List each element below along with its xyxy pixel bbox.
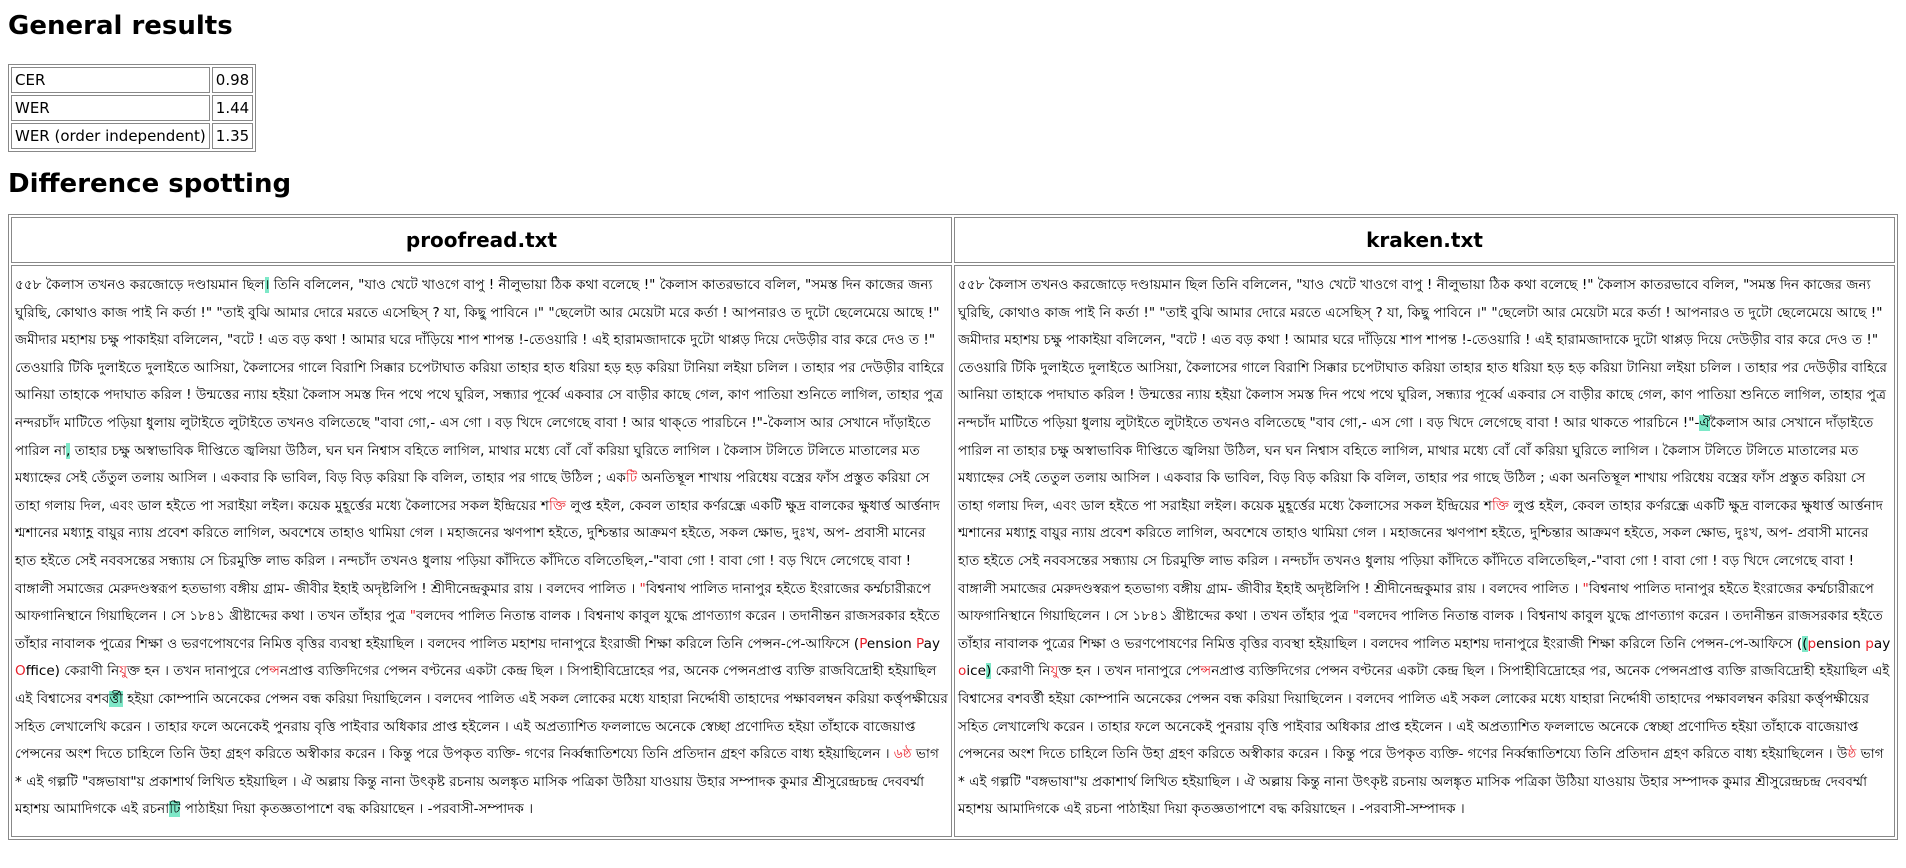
metric-label: CER (11, 67, 210, 93)
text-segment: বিশ্বনাথ পালিত দানাপুর হইতে ইংরাজের কর্ম্মচারীরূপে আফগানিস্থানে গিয়াছিলেন । সে ১৮৪১ খ্রীষ্টাব্দের কথা । তখন তাঁহার পুত্র (958, 580, 1874, 625)
diff-mismatch: O (15, 663, 26, 680)
metric-label: WER (order independent) (11, 123, 210, 149)
diff-table (8, 214, 1898, 840)
diff-mismatch: ন্স (1200, 663, 1212, 680)
proofread-text-cell (11, 265, 952, 837)
diff-highlight: ( (1802, 635, 1808, 652)
diff-highlight: র্ত্তী (109, 690, 123, 707)
diff-mismatch: p (1807, 635, 1817, 652)
diff-content-row (11, 265, 1895, 837)
diff-mismatch: ক্তি (1491, 497, 1510, 514)
text-segment: ৫৫৮ কৈলাস তখনও করজোড়ে দণ্ডায়মান ছিল (15, 277, 265, 293)
diff-highlight: । (264, 277, 270, 293)
text-segment: লুপ্ত হইল, কেবল তাহার কর্ণরন্ধ্রে একটি ক্ষুদ্র বালকের ক্ষুধার্ত্ত আর্ত্তনাদ শ্মশানের মধ্যাহ্ণ বায়ুর ন্যায় প্রবেশ করিতে লাগিল, অবশেষে তাহাও থামিয়া গেল । মহাজনের ঋণপাশ হইতে, দুশ্চিন্তার আক্রমণ হইতে, সকল ক্ষোভ, দুঃখ, অপ- প্রবাসী মানের হাত হইতে সেই নববসন্তের সন্ধ্যায় সে চিরমুক্তি লাভ করিল । নন্দচাঁদ তখনও ধুলায় পড়িয়া কাঁদিতে কাঁদিতে বলিতেছিল,-"বাবা গো ! বাবা গো ! বড় খিদে লেগেছে বাবা ! বাঙ্গালী সমাজের মেরুদণ্ডস্বরূপ হতভাগ্য বঙ্গীয় গ্রাম- জীবীর ইহাই অদৃষ্টলিপি ! শ্রীদীনেন্দ্রকুমার রায় । বলদেব পালিত । (958, 497, 1883, 597)
text-segment: ক্ত হন । তখন দানাপুরে পে (1058, 663, 1201, 680)
text-segment: বলদেব পালিত নিতান্ত বালক । বিশ্বনাথ কাবুল যুদ্ধে প্রাণত্যাগ করেন । তদানীন্তন রাজসরকার হইতে তাঁহার নাবালক পুত্রের শিক্ষা ও ভরণপোষণের নিমিত্ত বৃত্তির ব্যবস্থা হইয়াছিল । বলদেব পালিত মহাশয় দানাপুরে ইংরাজী শিক্ষা করিলে তিনি পেন্সন-পে-আফিসে ( (958, 608, 1883, 652)
difference-spotting-title: Difference spotting (8, 169, 292, 199)
text-segment: কৈলাস আর সেখানে দাঁড়াইতে পারিল না তাহার চক্ষু অস্বাভাবিক দীপ্তিতে জ্বলিয়া উঠিল, ঘন ঘন নিশ্বাস বহিতে লাগিল, মাথার মধ্যে বোঁ বোঁ করিয়া ঘুরিতে লাগিল । কৈলাস টলিতে টলিতে মাতালের মত মধ্যাহ্নের সেই তেতুল তলায় আসিল । একবার কি ভাবিল, বিড় বিড় করিয়া কি বলিল, তাহার পর গাছে উঠিল ; একা অনতিস্থূল শাখায় পরিধেয় বস্ত্রের ফাঁস প্রস্তুত করিয়া সে তাহা গলায় দিল, এবং ডাল হইতে পা সরাইয়া লইল। কয়েক মুহূর্ত্তের মধ্যে কৈলাসের সকল ইন্দ্রিয়ের শ (958, 414, 1874, 514)
diff-mismatch: ক্তি (548, 497, 567, 514)
metric-value: 0.98 (212, 67, 253, 93)
text-segment: নপ্রাপ্ত ব্যক্তিদিগের পেন্সন বণ্টনের একটা কেন্দ্র ছিল । সিপাহীবিদ্রোহের পর, অনেক পেন্সনপ্রাপ্ত ব্যক্তি রাজবিদ্রোহী হইয়াছিল এই বিশ্বাসের বশব (15, 663, 937, 707)
metrics-table (8, 64, 256, 152)
diff-mismatch: o (958, 663, 967, 680)
right-file-header: kraken.txt (954, 217, 1895, 263)
metric-label: WER (11, 95, 210, 121)
metric-value: 1.44 (212, 95, 253, 121)
left-file-header: proofread.txt (11, 217, 952, 263)
text-segment: ension (866, 635, 917, 652)
diff-highlight: টি (169, 801, 181, 818)
diff-mismatch: P (916, 635, 924, 652)
diff-mismatch: " (1582, 580, 1589, 597)
text-segment: ভাগ * এই গল্পটি "বঙ্গভাষা"য় প্রকাশার্থ লিখিত হইয়াছিল । ঐ অল্লায় কিন্তু নানা উৎকৃষ্ট রচনায় অলঙ্কৃত মাসিক পত্রিকা উঠিয়া যাওয়ায় উহার সম্পাদক কুমার শ্রীসুরেন্দ্রচন্দ্র দেববর্ম্মা মহাশয় আমাদিগকে এই রচনা পাঠাইয়া দিয়া কৃতজ্ঞতাপাশে বদ্ধ করিয়াছেন । -পরবাসী-সম্পাদক । (958, 746, 1884, 818)
text-segment: ক্ত হন । তখন দানাপুরে পে (127, 663, 270, 680)
diff-mismatch: p (1865, 635, 1874, 652)
text-segment: কেরাণী নি (991, 663, 1051, 680)
text-segment: তিনি বলিলেন, "যাও খেটে খাওগে বাপু ! নীলুভায়া ঠিক কথা বলেছে !" কৈলাস কাতরভাবে বলিল, "সমস্ত দিন কাজের জন্য ঘুরিছি, কোথাও কাজ পাই নি কর্তা !" "তাই বুঝি আমার দোরে মরতে এসেছিস্ ? যা, কিছু পাবিনে ।" "ছেলেটা আর মেয়েটা মরে কর্তা ! আপনারও ত দুটো ছেলেমেয়ে আছে !" জমীদার মহাশয় চক্ষু পাকাইয়া বলিলেন, "বটে ! এত বড় কথা ! আমার ঘরে দাঁড়িয়ে শাপ শাপন্ত !-তেওয়ারি ! এই হারামজাদাকে দুটো থাপ্পড় দিয়ে দেউড়ীর বার করে দেও ত !" তেওয়ারি টিকি দুলাইতে দুলাইতে আসিয়া, কৈলাসের গালে বিরাশি সিক্কার চপেটাঘাত করিয়া তাহার হাত ধরিয়া হড় হড় করিয়া টানিয়া লইয়া চলিল । তাহার পর দেউড়ীর বাহিরে আনিয়া তাহাকে পদাঘাত করিল ! উন্মত্তের ন্যায় হইয়া কৈলাস সমস্ত দিন পথে পথে ঘুরিল, সন্ধ্যার পূর্ব্বে একবার সে বাড়ীর কাছে গেল, কাণ পাতিয়া শুনিতে লাগিল, তাহার পুত্র নন্দরচাঁদ মাটিতে পড়িয়া ধুলায় লুটাইতে লুটাইতে তখনও বলিতেছে "বাবা গো,- এস গো । বড় খিদে লেগেছে বাবা ! আর থাক্‌তে পারচিনে !"-কৈলাস আর সেখানে দাঁড়াইতে পারিল না (15, 277, 945, 459)
diff-highlight: , (66, 442, 71, 459)
text-segment: ay (923, 635, 940, 652)
general-results-title: General results (8, 11, 233, 41)
diff-mismatch: " (409, 608, 417, 625)
diff-mismatch: ন্স (269, 663, 280, 680)
text-segment: বলদেব পালিত নিতান্ত বালক । বিশ্বনাথ কাবুল যুদ্ধে প্রাণত্যাগ করেন । তদানীন্তন রাজসরকার হইতে তাঁহার নাবালক পুত্রের শিক্ষা ও ভরণপোষণের নিমিত্ত বৃত্তির ব্যবস্থা হইয়াছিল । বলদেব পালিত মহাশয় দানাপুরে ইংরাজী শিক্ষা করিলে তিনি পেন্সন-পে-আফিসে ( (15, 608, 940, 652)
diff-header-row (11, 217, 1895, 263)
text-segment: লুপ্ত হইল, কেবল তাহার কর্ণরন্ধ্রে একটি ক্ষুদ্র বালকের ক্ষুধার্ত্ত আর্ত্তনাদ শ্মশানের মধ্যাহ্ণ বায়ুর ন্যায় প্রবেশ করিতে লাগিল, অবশেষে তাহাও থামিয়া গেল । মহাজনের ঋণপাশ হইতে, দুশ্চিন্তার আক্রমণ হইতে, সকল ক্ষোভ, দুঃখ, অপ- প্রবাসী মানের হাত হইতে সেই নববসন্তের সন্ধ্যায় সে চিরমুক্তি লাভ করিল । নন্দচাঁদ তখনও ধুলায় পড়িয়া কাঁদিতে কাঁদিতে বলিতেছিল,-"বাবা গো ! বাবা গো ! বড় খিদে লেগেছে বাবা ! বাঙ্গালী সমাজের মেরুদণ্ডস্বরূপ হতভাগ্য বঙ্গীয় গ্রাম- জীবীর ইহাই অদৃষ্টলিপি ! শ্রীদীনেন্দ্রকুমার রায় । বলদেব পালিত । (15, 497, 940, 597)
text-segment: নপ্রাপ্ত ব্যক্তিদিগের পেন্সন বণ্টনের একটা কেন্দ্র ছিল । সিপাহীবিদ্রোহের পর, অনেক পেন্সনপ্রাপ্ত ব্যক্তি রাজবিদ্রোহী হইয়াছিল এই বিশ্বাসের বশবর্ত্তী হইয়া কোম্পানি অনেকের পেন্সন বন্ধ করিয়া দিয়াছিলেন । বলদেব পালিত এই সকল লোকের মধ্যে যাহারা নির্দ্দোষী তাহাদের পক্ষাবলম্বন করিয়া কর্ত্তৃপক্ষীয়ের সহিত লেখালেখি করেন । তাহার ফলে অনেকেই পুনরায় বৃত্তি পাইবার অধিকার প্রাপ্ত হইলেন । এই অপ্রত্যাশিত ফললাভে অনেকে স্বেচ্ছা প্রণোদিত হইয়া তাঁহাকে বাজেয়াপ্ত পেন্সনের অংশ দিতে চাহিলে তিনি উহা গ্রহণ করিতে অস্বীকার করেন । কিন্তু পরে উপকৃত ব্যক্তি- গণের নির্ব্বন্ধাতিশয্যে তিনি প্রতিদান গ্রহণ করিতে বাধ্য হইয়াছিলেন । উ (958, 663, 1890, 763)
diff-mismatch: ৬ষ্ঠ (893, 746, 912, 763)
metric-row-wer (11, 95, 253, 121)
diff-mismatch: ষ্ঠ (1847, 746, 1857, 763)
diff-highlight: ) (985, 663, 992, 680)
text-segment: ice (966, 663, 986, 680)
diff-mismatch: P (859, 635, 867, 652)
text-segment: ension (1816, 635, 1866, 652)
text-segment: হইয়া কোম্পানি অনেকের পেন্সন বন্ধ করিয়া দিয়াছিলেন । বলদেব পালিত এই সকল লোকের মধ্যে যাহারা নির্দ্দোষী তাহাদের পক্ষাবলম্বন করিয়া কর্ত্তৃপক্ষীয়ের সহিত লেখালেখি করেন । তাহার ফলে অনেকেই পুনরায় বৃত্তি পাইবার অধিকার প্রাপ্ত হইলেন । এই অপ্রত্যাশিত ফললাভে অনেকে স্বেচ্ছা প্রণোদিত হইয়া তাঁহাকে বাজেয়াপ্ত পেন্সনের অংশ দিতে চাহিলে তিনি উহা গ্রহণ করিতে অস্বীকার করেন । কিন্তু পরে উপকৃত ব্যক্তি- গণের নির্ব্বন্ধাতিশয্যে তিনি প্রতিদান গ্রহণ করিতে বাধ্য হইয়াছিলেন । (15, 690, 948, 763)
diff-mismatch: " (1352, 608, 1360, 625)
metric-row-wer-order-independent (11, 123, 253, 149)
text-segment: অনতিস্থূল শাখায় পরিধেয় বস্ত্রের ফাঁস প্রস্তুত করিয়া সে তাহা গলায় দিল, এবং ডাল হইতে পা সরাইয়া লইল। কয়েক মুহূর্ত্তের মধ্যে কৈলাসের সকল ইন্দ্রিয়ের শ (15, 470, 930, 514)
text-segment: তাহার চক্ষু অস্বাভাবিক দীপ্তিতে জ্বলিয়া উঠিল, ঘন ঘন নিশ্বাস বহিতে লাগিল, মাথার মধ্যে বোঁ বোঁ করিয়া ঘুরিতে লাগিল । কৈলাস টলিতে টলিতে মাতালের মত মধ্যাহ্নের সেই তেঁতুল তলায় আসিল । একবার কি ভাবিল, বিড় বিড় করিয়া কি বলিল, তাহার পর গাছে উঠিল ; এক (15, 442, 920, 487)
kraken-text-cell (954, 265, 1895, 837)
text-segment: ffice) কেরাণী নি (25, 663, 120, 680)
diff-highlight: ঐ (1699, 414, 1711, 431)
text-segment: পাঠাইয়া দিয়া কৃতজ্ঞতাপাশে বদ্ধ করিয়াছেন । -পরবাসী-সম্পাদক । (180, 801, 534, 818)
diff-mismatch: টি (625, 470, 638, 487)
text-segment: বিশ্বনাথ পালিত দানাপুর হইতে ইংরাজের কর্ম্মচারীরূপে আফগানিস্থানে গিয়াছিলেন । সে ১৮৪১ খ্রীষ্টাব্দের কথা । তখন তাঁহার পুত্র (15, 580, 931, 625)
text-segment: ভাগ * এই গল্পটি "বঙ্গভাষা"য় প্রকাশার্থ লিখিত হইয়াছিল । ঐ অল্লায় কিন্তু নানা উৎকৃষ্ট রচনায় অলঙ্কৃত মাসিক পত্রিকা উঠিয়া যাওয়ায় উহার সম্পাদক কুমার শ্রীসুরেন্দ্রচন্দ্র দেববর্ম্মা মহাশয় আমাদিগকে এই রচনা (15, 746, 939, 818)
metric-value: 1.35 (212, 123, 253, 149)
text-segment: ৫৫৮ কৈলাস তখনও করজোড়ে দণ্ডায়মান ছিল তিনি বলিলেন, "যাও খেটে খাওগে বাপু ! নীলুভায়া ঠিক কথা বলেছে !" কৈলাস কাতরভাবে বলিল, "সমস্ত দিন কাজের জন্য ঘুরিছি, কোথাও কাজ পাই নি কর্তা !" "তাই বুঝি আমার দোরে মরতে এসেছিস্ ? যা, কিছু পাবিনে ।" "ছেলেটা আর মেয়েটা মরে কর্তা ! আপনারও ত দুটো ছেলেমেয়ে আছে !" জমীদার মহাশয় চক্ষু পাকাইয়া বলিলেন, "বটে ! এত বড় কথা ! আমার ঘরে দাঁড়িয়ে শাপ শাপন্ত !-তেওয়ারি ! এই হারামজাদাকে দুটো থাপ্পড় দিয়ে দেউড়ীর বার করে দেও ত !" তেওয়ারি টিকি দুলাইতে দুলাইতে আসিয়া, কৈলাসের গালে বিরাশি সিক্কার চপেটাঘাত করিয়া তাহার হাত ধরিয়া হড় হড় করিয়া টানিয়া লইয়া চলিল । তাহার পর দেউড়ীর বাহিরে আনিয়া তাহাকে পদাঘাত করিল ! উন্মত্তের ন্যায় হইয়া কৈলাস সমস্ত দিন পথে পথে ঘুরিল, সন্ধ্যার পূর্ব্বে একবার সে বাড়ীর কাছে গেল, কাণ পাতিয়া শুনিতে লাগিল, তাহার পুত্র নন্দচাঁদ মাটিতে পড়িয়া ধুলায় লুটাইতে লুটাইতে তখনও বলিতেছে "বাব গো,- এস গো । বড় খিদে লেগেছে বাবা ! আর থাকতে পারচিনে !"- (958, 277, 1888, 431)
diff-mismatch: " (639, 580, 646, 597)
diff-mismatch: যু (1050, 663, 1059, 680)
diff-mismatch: যু (119, 663, 128, 680)
text-segment: ay (1873, 635, 1891, 652)
metric-row-cer (11, 67, 253, 93)
